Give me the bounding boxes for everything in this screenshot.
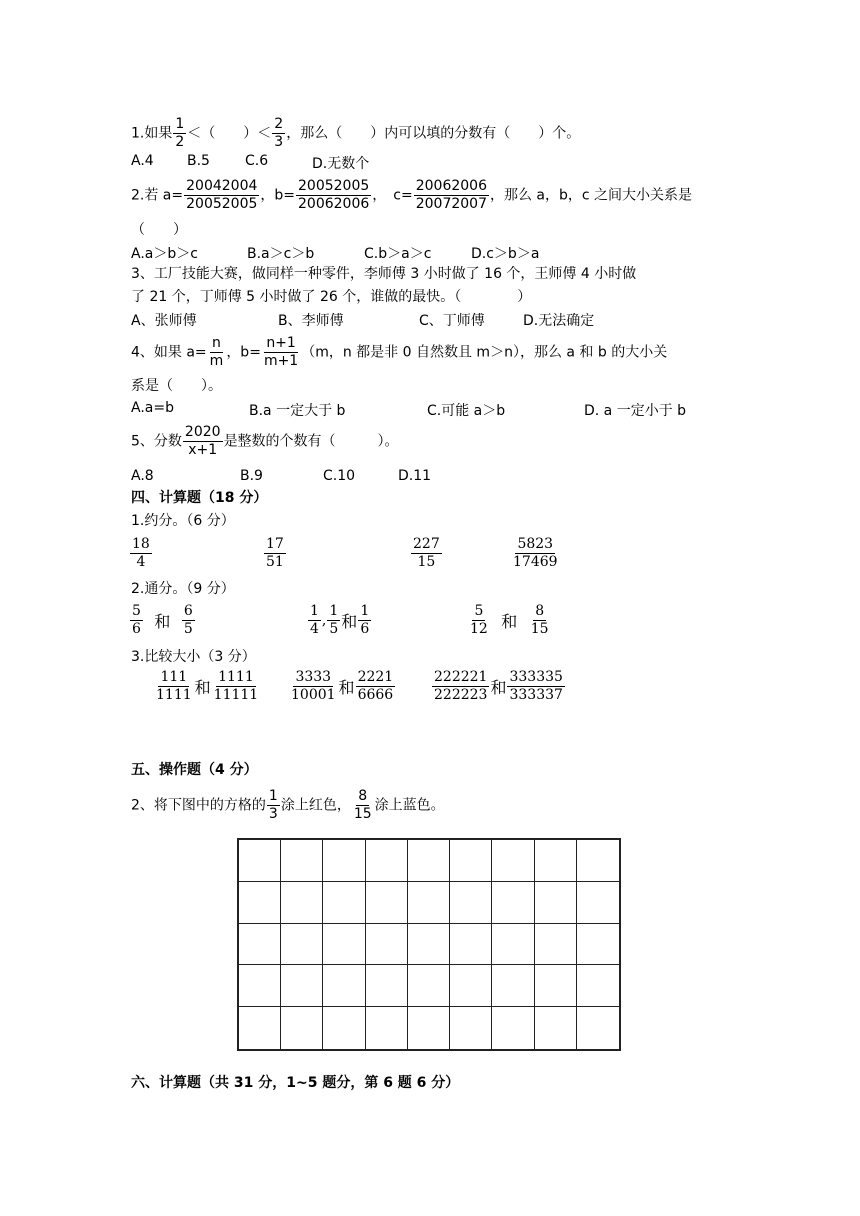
grid-cell	[408, 924, 450, 966]
q4-sep: ，b=	[226, 344, 261, 361]
grid-cell	[323, 924, 365, 966]
q4-option-b: B.a 一定大于 b	[249, 403, 346, 419]
q2-sep-1: ，b=	[260, 187, 296, 204]
q2-paren: （ ）	[131, 222, 187, 238]
grid-cell	[281, 840, 323, 882]
grid-cell	[492, 882, 534, 924]
grid-cell	[450, 965, 492, 1007]
grid-cell	[281, 1007, 323, 1049]
grid-cell	[323, 1007, 365, 1049]
q2-fraction-c: $\frac{20062006}{20072007}$	[415, 178, 487, 212]
grid-cell	[492, 840, 534, 882]
q5-prefix: 5、分数	[131, 433, 182, 450]
grid-cell	[408, 840, 450, 882]
coloring-grid	[237, 838, 621, 1051]
q2-option-a: A.a＞b＞c	[131, 246, 198, 262]
grid-cell	[366, 882, 408, 924]
q4-option-c: C.可能 a＞b	[427, 403, 506, 419]
question-2	[131, 179, 692, 212]
common-denom-group-2: $\frac{1}{4}$ , $\frac{1}{5}$ 和 $\frac{1}{6}$	[310, 603, 370, 637]
grid-cell	[408, 965, 450, 1007]
q4-suffix: （m，n 都是非 0 自然数且 m＞n），那么 a 和 b 的大小关	[301, 344, 668, 361]
q2-sep-2: ， c=	[372, 187, 413, 204]
grid-cell	[366, 924, 408, 966]
q4-line-2: 系是（ ）。	[131, 378, 222, 394]
grid-cell	[239, 1007, 281, 1049]
sec5-fraction-1: $\frac{1}{3}$	[268, 788, 278, 822]
q2-option-c: C.b＞a＞c	[364, 246, 432, 262]
q4-option-d: D. a 一定小于 b	[584, 403, 687, 419]
grid-cell	[450, 1007, 492, 1049]
q3-line-2: 了 21 个，丁师傅 5 小时做了 26 个，谁做的最快。（ ）	[131, 289, 532, 305]
q1-fraction-1: $\frac{1}{2}$	[175, 116, 185, 150]
grid-cell	[408, 1007, 450, 1049]
q3-option-c: C、丁师傅	[419, 313, 485, 329]
question-5	[131, 425, 399, 458]
q1-middle: ＜（ ）＜	[187, 125, 272, 142]
grid-cell	[323, 882, 365, 924]
grid-cell	[577, 924, 619, 966]
grid-cell	[366, 965, 408, 1007]
q3-option-a: A、张师傅	[131, 313, 197, 329]
q5-suffix: 是整数的个数有（ ）。	[223, 433, 399, 450]
grid-cell	[577, 882, 619, 924]
section-6-title: 六、计算题（共 31 分，1~5 题分，第 6 题 6 分）	[131, 1075, 460, 1091]
grid-cell	[535, 840, 577, 882]
q4-fraction-a: $\frac{n}{m}$	[209, 335, 224, 369]
q1-option-d: D.无数个	[312, 156, 370, 172]
sec4-part-2-label: 2.通分。（9 分）	[131, 581, 235, 597]
q3-line-1: 3、工厂技能大赛，做同样一种零件，李师傅 3 小时做了 16 个，王师傅 4 小时做	[131, 266, 637, 282]
common-denom-group-3: $\frac{5}{12}$ 和 $\frac{8}{15}$	[470, 603, 549, 637]
grid-cell	[577, 840, 619, 882]
q1-option-a: A.4	[131, 153, 154, 169]
grid-cell	[535, 882, 577, 924]
grid-cell	[535, 924, 577, 966]
grid-cell	[281, 882, 323, 924]
q1-option-c: C.6	[245, 153, 269, 169]
q1-prefix: 1.如果	[131, 125, 173, 142]
q2-option-d: D.c＞b＞a	[471, 246, 540, 262]
sec4-part-1-label: 1.约分。（6 分）	[131, 513, 235, 529]
grid-cell	[535, 965, 577, 1007]
q5-option-a: A.8	[131, 468, 154, 484]
grid-cell	[577, 1007, 619, 1049]
reduce-fraction-4: $\frac{5823}{17469}$	[513, 536, 558, 570]
q2-suffix: ，那么 a，b，c 之间大小关系是	[489, 187, 693, 204]
q2-fraction-b: $\frac{20052005}{20062006}$	[298, 178, 370, 212]
q2-fraction-a: $\frac{20042004}{20052005}$	[186, 178, 258, 212]
q1-suffix: ，那么（ ）内可以填的分数有（ ）个。	[286, 125, 581, 142]
q1-option-b: B.5	[187, 153, 210, 169]
question-4	[131, 336, 667, 369]
section-5-title: 五、操作题（4 分）	[131, 762, 258, 778]
reduce-fraction-1: $\frac{18}{4}$	[132, 536, 150, 570]
q5-option-b: B.9	[240, 468, 263, 484]
q2-option-b: B.a＞c＞b	[247, 246, 315, 262]
grid-cell	[408, 882, 450, 924]
grid-cell	[577, 965, 619, 1007]
sec5-fraction-2: $\frac{8}{15}$	[353, 788, 372, 822]
common-denom-group-1: $\frac{5}{6}$ 和 $\frac{6}{5}$	[132, 603, 193, 637]
compare-pair-2: $\frac{3333}{10001}$ 和 $\frac{2221}{6666}$	[291, 669, 394, 703]
grid-cell	[366, 1007, 408, 1049]
grid-cell	[535, 1007, 577, 1049]
q1-fraction-2: $\frac{2}{3}$	[274, 116, 284, 150]
grid-cell	[239, 965, 281, 1007]
grid-cell	[450, 882, 492, 924]
grid-cell	[239, 840, 281, 882]
grid-cell	[239, 924, 281, 966]
reduce-fraction-3: $\frac{227}{15}$	[413, 536, 440, 570]
reduce-fraction-2: $\frac{17}{51}$	[266, 536, 284, 570]
grid-cell	[450, 840, 492, 882]
sec5-question: 2、将下图中的方格的 $\frac{1}{3}$ 涂上红色， $\frac{8}{15}$ 涂上蓝色。	[131, 788, 445, 822]
grid-cell	[281, 965, 323, 1007]
section-4-title: 四、计算题（18 分）	[131, 490, 268, 506]
grid-cell	[450, 924, 492, 966]
q4-option-a: A.a=b	[131, 400, 174, 416]
grid-cell	[323, 840, 365, 882]
compare-pair-1: $\frac{111}{1111}$ 和 $\frac{1111}{11111}$	[156, 669, 259, 703]
q5-option-d: D.11	[398, 468, 432, 484]
question-1	[131, 117, 580, 150]
q2-prefix: 2.若 a=	[131, 187, 184, 204]
grid-cell	[492, 965, 534, 1007]
q5-fraction: $\frac{2020}{x+1}$	[184, 424, 221, 458]
q3-option-b: B、李师傅	[278, 313, 344, 329]
grid-cell	[239, 882, 281, 924]
compare-pair-3: $\frac{222221}{222223}$ 和 $\frac{333335}{333337}$	[434, 669, 563, 703]
grid-cell	[281, 924, 323, 966]
q4-fraction-b: $\frac{n+1}{m+1}$	[263, 335, 299, 369]
q3-option-d: D.无法确定	[523, 313, 595, 329]
grid-cell	[366, 840, 408, 882]
grid-cell	[492, 1007, 534, 1049]
q4-prefix: 4、如果 a=	[131, 344, 207, 361]
q5-option-c: C.10	[323, 468, 356, 484]
grid-cell	[492, 924, 534, 966]
grid-cell	[323, 965, 365, 1007]
sec4-part-3-label: 3.比较大小（3 分）	[131, 649, 256, 665]
